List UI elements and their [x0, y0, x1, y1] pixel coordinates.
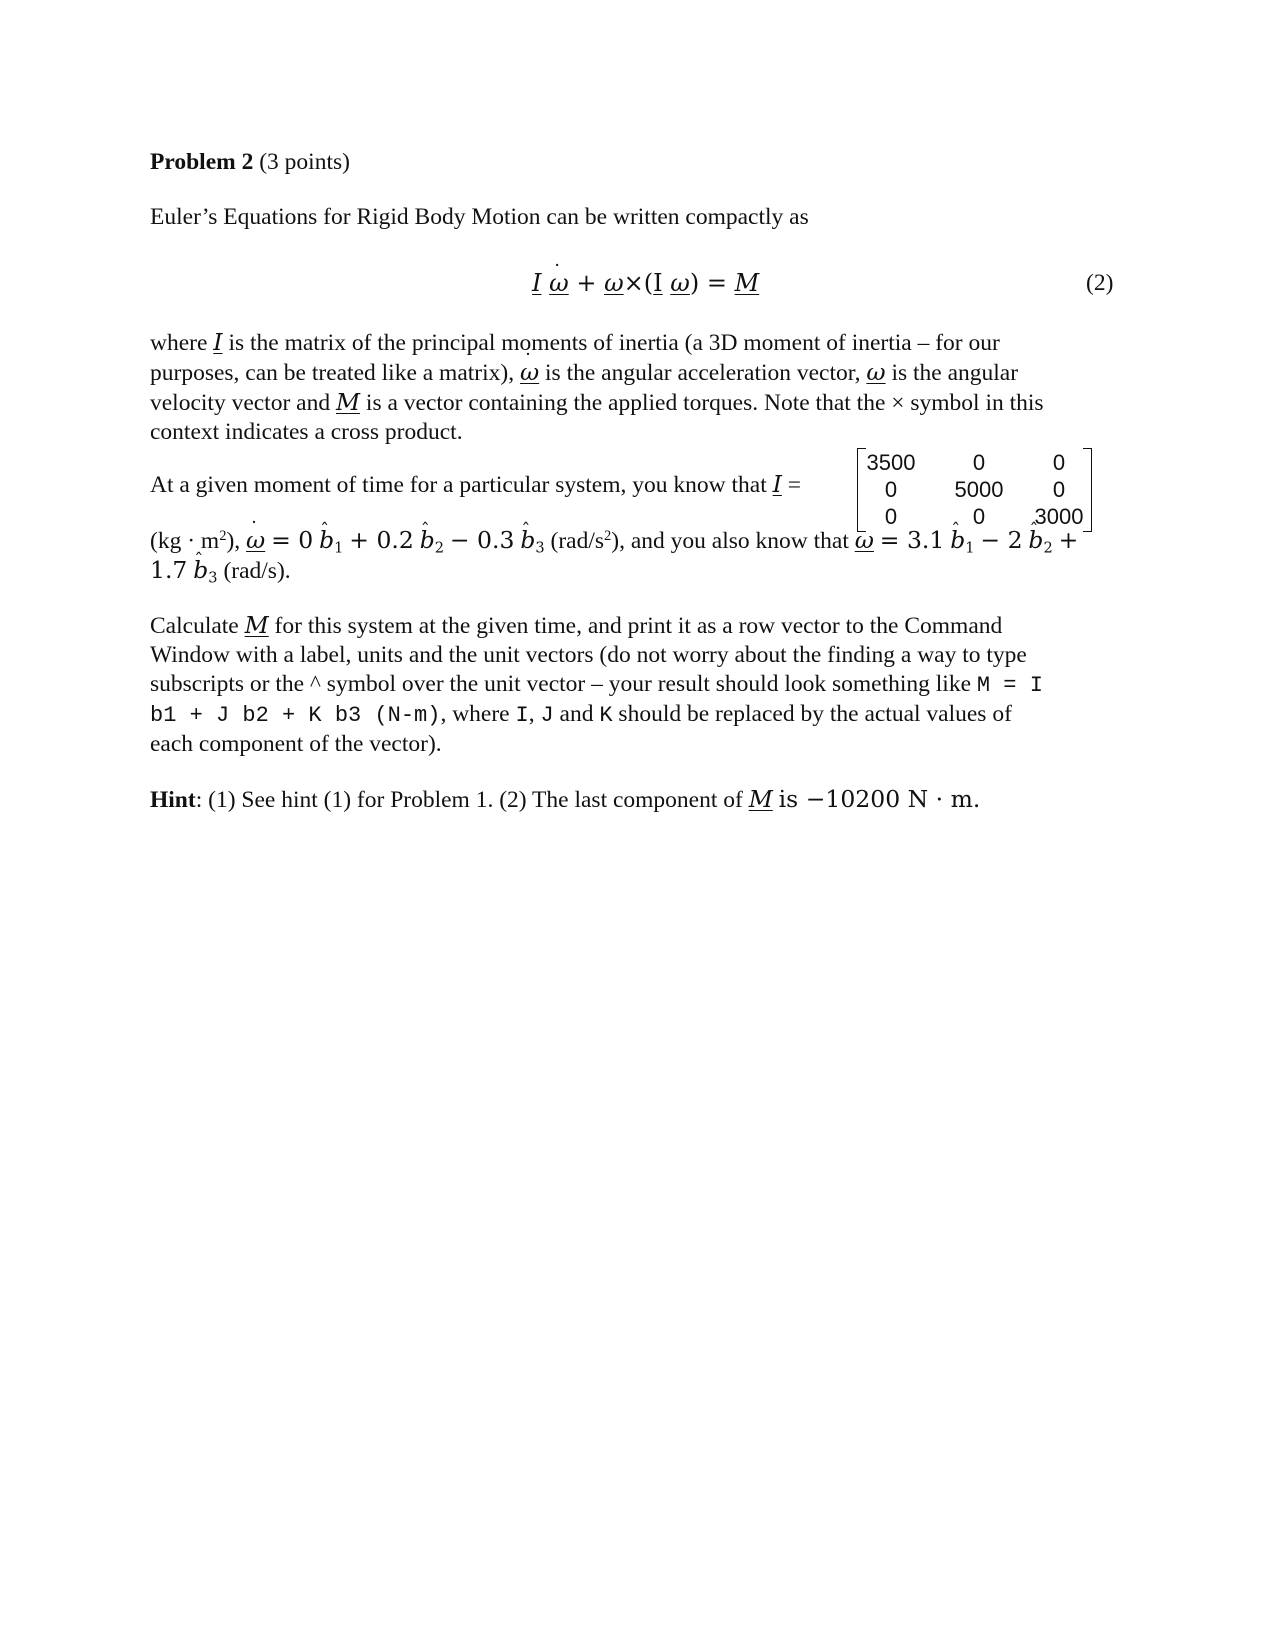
code-snippet: K — [599, 703, 613, 728]
given-equals: = — [787, 472, 802, 498]
matrix-cell: 5000 — [954, 477, 1004, 502]
hint-text: is −10200 N · m. — [778, 785, 981, 813]
given-line3 — [150, 556, 291, 585]
para1-text: where — [150, 330, 208, 356]
unit-vector-b: ˆ b — [319, 526, 334, 554]
para1-text: velocity vector and — [150, 390, 331, 416]
para2-text: subscripts or the ^ symbol over the unit vector – your result should look something like — [150, 671, 972, 697]
subscript: 1 — [334, 539, 344, 557]
problem-points: (3 points) — [259, 149, 350, 175]
para2-text: for this system at the given time, and print it as a row vector to the Command — [274, 613, 1003, 639]
superscript: 2 — [219, 528, 227, 544]
code-snippet: M = I — [976, 673, 1043, 698]
eq-cross: × — [623, 269, 644, 297]
para1-text: is a vector containing the applied torques. Note that the × symbol in this — [365, 390, 1044, 416]
given-text: ), — [226, 528, 241, 554]
inertia-symbol: I — [772, 470, 782, 498]
superscript: 2 — [604, 528, 612, 544]
moment-symbol: M — [244, 611, 269, 639]
eq-equals: = — [706, 269, 727, 297]
para2-line4 — [150, 700, 1012, 730]
problem-heading — [150, 148, 350, 176]
moment-symbol: M — [335, 388, 361, 416]
para2-line2: Window with a label, units and the unit vectors (do not worry about the finding a way to type — [150, 642, 1027, 668]
subscript: 1 — [965, 539, 975, 557]
inertia-symbol: I — [213, 328, 223, 356]
para1-line3 — [150, 388, 1044, 417]
para1-line4: context indicates a cross product. — [150, 419, 463, 445]
eq-lparen: ( — [643, 269, 654, 297]
eq-inertia-symbol: I — [532, 269, 542, 297]
para2-text: , where — [440, 701, 510, 727]
problem-title: Problem 2 — [150, 149, 254, 175]
inertia-matrix — [857, 448, 1092, 532]
intro-text: Euler’s Equations for Rigid Body Motion can be written compactly as — [150, 204, 809, 230]
code-snippet: J — [540, 703, 554, 728]
matrix-cell: 0 — [884, 477, 898, 502]
para2-text: , — [528, 701, 535, 727]
subscript: 3 — [535, 539, 545, 557]
matrix-cell: 0 — [1052, 477, 1066, 502]
para1-text: is the angular — [891, 360, 1019, 386]
unit-vector-b: ˆ b — [520, 526, 535, 554]
given-math: 1.7 — [150, 556, 188, 584]
equation-number: (2) — [1086, 270, 1114, 296]
para1-line1 — [150, 328, 1000, 357]
eq-omega-inner: ω — [670, 269, 690, 297]
para1-line2 — [150, 358, 1018, 387]
eq-omega-dot-symbol: ˙ ω — [549, 268, 569, 298]
para2-text: and — [559, 701, 594, 727]
hint-colon: : — [195, 787, 203, 813]
matrix-cell: 3000 — [1034, 504, 1084, 529]
euler-equation — [532, 268, 759, 298]
unit-vector-b: ˆ b — [193, 556, 208, 584]
eq-rparen: ) — [689, 269, 700, 297]
para1-text: purposes, can be treated like a matrix), — [150, 360, 515, 386]
eq-plus: + — [576, 269, 597, 297]
matrix-cell: 0 — [972, 504, 986, 529]
given-text: (kg · m — [150, 528, 220, 554]
hint-line — [150, 785, 980, 814]
subscript: 2 — [434, 539, 445, 557]
unit-vector-b: ˆ b — [1028, 526, 1043, 554]
para2-text: Calculate — [150, 613, 239, 639]
para2-line3 — [150, 670, 1043, 700]
unit-vector-b: ˆ b — [950, 526, 965, 554]
para1-text: is the matrix of the principal moments of inertia (a 3D moment of inertia – for our — [228, 330, 1000, 356]
hint-label: Hint — [150, 787, 196, 813]
unit-vector-b: ˆ b — [420, 526, 435, 554]
code-snippet: b1 + J b2 + K b3 (N-m) — [150, 703, 441, 728]
eq-inertia-inner: I — [653, 269, 663, 297]
para1-text: is the angular acceleration vector, — [545, 360, 861, 386]
matrix-cell: 0 — [884, 504, 898, 529]
matrix-cell: 0 — [1052, 450, 1066, 475]
hint-text: (1) See hint (1) for Problem 1. (2) The last component of — [208, 787, 743, 813]
given-math: + — [1058, 526, 1079, 554]
given-text: (rad/s). — [223, 558, 291, 584]
given-line1 — [150, 470, 801, 499]
given-text: ), and you also know that — [611, 528, 849, 554]
omega-symbol: ω — [854, 526, 874, 554]
given-line2 — [150, 526, 1078, 555]
subscript: 3 — [208, 569, 218, 587]
matrix-cell: 0 — [972, 450, 986, 475]
para2-text: should be replaced by the actual values of — [618, 701, 1012, 727]
code-snippet: I — [515, 703, 529, 728]
eq-omega-symbol: ω — [604, 269, 624, 297]
given-math: = 0 — [271, 526, 314, 554]
given-text: (rad/s — [550, 528, 605, 554]
given-math: = 3.1 — [879, 526, 945, 554]
given-math: − 2 — [980, 526, 1023, 554]
subscript: 2 — [1043, 539, 1053, 557]
omega-symbol: ω — [866, 358, 886, 386]
given-math: + 0.2 — [349, 526, 414, 554]
matrix-cell: 3500 — [866, 450, 916, 475]
para2-line5: each component of the vector). — [150, 731, 442, 757]
given-math: − 0.3 — [449, 526, 515, 554]
omega-dot-symbol: ˙ ω — [520, 358, 539, 386]
para2-line1 — [150, 611, 1002, 640]
omega-dot-symbol: ˙ ω — [246, 526, 265, 554]
eq-moment-symbol: M — [734, 269, 760, 297]
given-text: At a given moment of time for a particular system, you know that — [150, 472, 767, 498]
moment-symbol: M — [748, 785, 773, 813]
